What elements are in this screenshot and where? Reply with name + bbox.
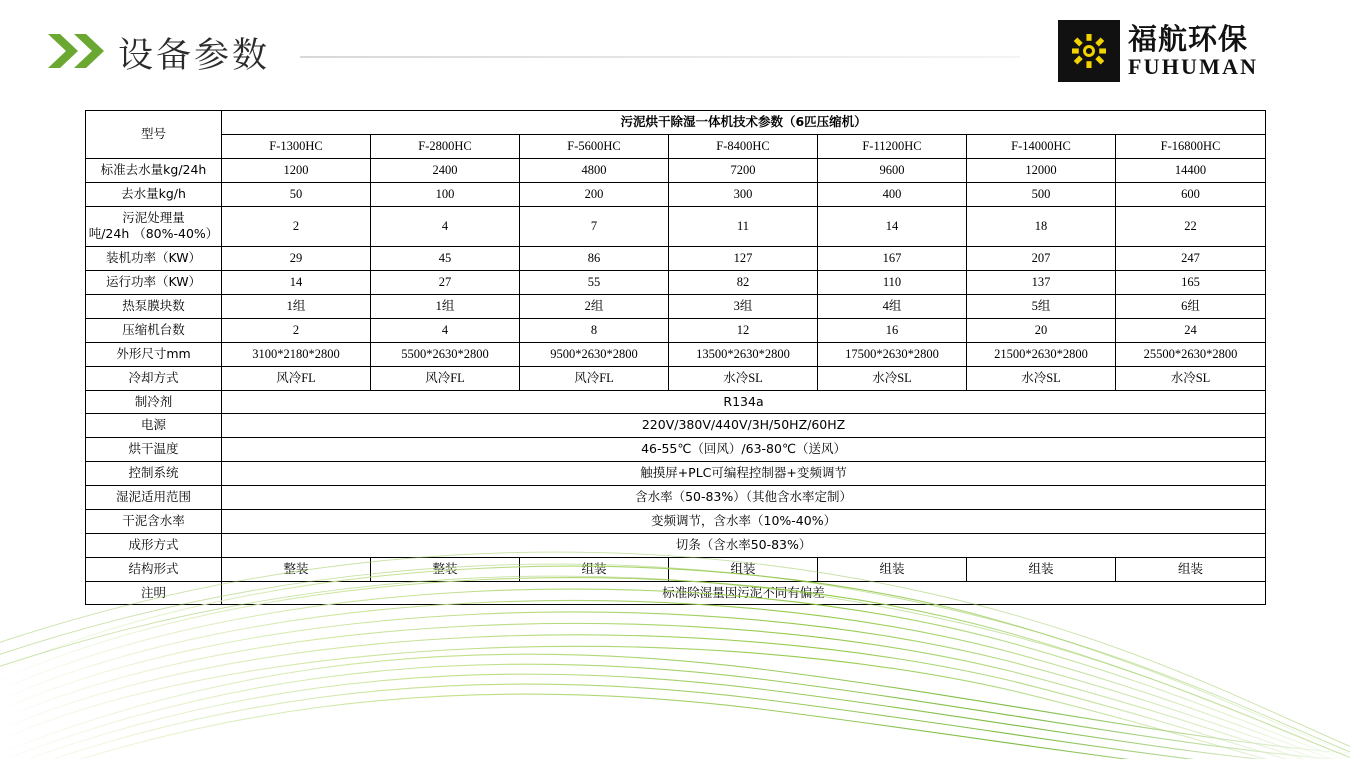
model-header-cell: F-8400HC	[669, 134, 818, 158]
row-value-cell: 4组	[818, 295, 967, 319]
row-value-cell: 11	[669, 206, 818, 247]
table-row	[86, 581, 1266, 605]
row-value-merged: 46-55℃（回风）/63-80℃（送风）	[222, 438, 1266, 462]
row-value-cell: 1组	[371, 295, 520, 319]
row-value-cell: 组装	[669, 557, 818, 581]
row-value-cell: 82	[669, 271, 818, 295]
row-label: 去水量kg/h	[86, 182, 222, 206]
row-value-merged: 切条（含水率50-83%）	[222, 533, 1266, 557]
table-row	[86, 271, 1266, 295]
row-label: 电源	[86, 414, 222, 438]
row-label: 外形尺寸mm	[86, 342, 222, 366]
row-value-cell: 137	[967, 271, 1116, 295]
spec-table	[85, 110, 1266, 605]
row-value-cell: 水冷SL	[1116, 366, 1266, 390]
row-value-cell: 8	[520, 318, 669, 342]
row-value-cell: 2组	[520, 295, 669, 319]
page-header	[0, 0, 1350, 100]
row-value-cell: 45	[371, 247, 520, 271]
row-value-cell: 14400	[1116, 158, 1266, 182]
row-value-merged: 含水率（50-83%）（其他含水率定制）	[222, 486, 1266, 510]
row-value-cell: 167	[818, 247, 967, 271]
model-header-cell: F-1300HC	[222, 134, 371, 158]
row-value-cell: 400	[818, 182, 967, 206]
row-label: 湿泥适用范围	[86, 486, 222, 510]
row-label: 运行功率（KW）	[86, 271, 222, 295]
row-label: 制冷剂	[86, 390, 222, 414]
row-value-cell: 3组	[669, 295, 818, 319]
table-row	[86, 295, 1266, 319]
model-header-cell: F-5600HC	[520, 134, 669, 158]
row-value-cell: 组装	[967, 557, 1116, 581]
table-row	[86, 557, 1266, 581]
row-value-cell: 水冷SL	[669, 366, 818, 390]
table-row	[86, 509, 1266, 533]
table-row	[86, 134, 1266, 158]
row-value-cell: 20	[967, 318, 1116, 342]
fuhuman-gear-logo-icon	[1058, 20, 1120, 82]
row-label: 控制系统	[86, 462, 222, 486]
table-row	[86, 111, 1266, 135]
row-value-cell: 整装	[222, 557, 371, 581]
row-value-cell: 21500*2630*2800	[967, 342, 1116, 366]
row-value-cell: 600	[1116, 182, 1266, 206]
table-row	[86, 182, 1266, 206]
row-value-cell: 风冷FL	[222, 366, 371, 390]
logo-text-en: FUHUMAN	[1128, 53, 1259, 79]
row-value-cell: 6组	[1116, 295, 1266, 319]
row-value-cell: 22	[1116, 206, 1266, 247]
row-label: 冷却方式	[86, 366, 222, 390]
row-value-cell: 组装	[520, 557, 669, 581]
page-title: 设备参数	[118, 36, 271, 76]
row-label: 标准去水量kg/24h	[86, 158, 222, 182]
company-logo	[1058, 18, 1268, 84]
table-row	[86, 366, 1266, 390]
row-value-cell: 100	[371, 182, 520, 206]
row-value-cell: 风冷FL	[520, 366, 669, 390]
table-row	[86, 462, 1266, 486]
row-label: 注明	[86, 581, 222, 605]
row-value-cell: 4800	[520, 158, 669, 182]
spec-table-container	[85, 110, 1265, 605]
row-value-cell: 27	[371, 271, 520, 295]
table-row	[86, 390, 1266, 414]
row-value-cell: 水冷SL	[967, 366, 1116, 390]
row-label: 热泵膜块数	[86, 295, 222, 319]
row-value-merged: 220V/380V/440V/3H/50HZ/60HZ	[222, 414, 1266, 438]
logo-text-cn: 福航环保	[1128, 22, 1249, 57]
row-value-cell: 7200	[669, 158, 818, 182]
row-value-cell: 水冷SL	[818, 366, 967, 390]
row-value-cell: 1200	[222, 158, 371, 182]
row-value-cell: 16	[818, 318, 967, 342]
table-row	[86, 158, 1266, 182]
table-row	[86, 533, 1266, 557]
row-value-cell: 2	[222, 318, 371, 342]
row-value-cell: 247	[1116, 247, 1266, 271]
row-label: 装机功率（KW）	[86, 247, 222, 271]
row-value-cell: 55	[520, 271, 669, 295]
row-value-cell: 2400	[371, 158, 520, 182]
row-value-cell: 200	[520, 182, 669, 206]
row-value-cell: 13500*2630*2800	[669, 342, 818, 366]
row-value-cell: 207	[967, 247, 1116, 271]
row-value-merged: 触摸屏+PLC可编程控制器+变频调节	[222, 462, 1266, 486]
row-value-cell: 组装	[818, 557, 967, 581]
row-value-cell: 9500*2630*2800	[520, 342, 669, 366]
row-value-cell: 3100*2180*2800	[222, 342, 371, 366]
row-value-cell: 5500*2630*2800	[371, 342, 520, 366]
table-row	[86, 486, 1266, 510]
row-value-cell: 整装	[371, 557, 520, 581]
row-value-cell: 9600	[818, 158, 967, 182]
table-row	[86, 206, 1266, 247]
row-label-header: 型号	[86, 111, 222, 159]
row-value-cell: 14	[818, 206, 967, 247]
row-value-cell: 2	[222, 206, 371, 247]
row-value-cell: 17500*2630*2800	[818, 342, 967, 366]
row-value-cell: 110	[818, 271, 967, 295]
table-row	[86, 414, 1266, 438]
row-value-cell: 5组	[967, 295, 1116, 319]
model-header-cell: F-16800HC	[1116, 134, 1266, 158]
row-label: 干泥含水率	[86, 509, 222, 533]
model-header-cell: F-11200HC	[818, 134, 967, 158]
row-value-cell: 25500*2630*2800	[1116, 342, 1266, 366]
row-value-cell: 14	[222, 271, 371, 295]
row-value-merged: R134a	[222, 390, 1266, 414]
chevrons-icon	[48, 34, 110, 68]
model-header-cell: F-14000HC	[967, 134, 1116, 158]
row-label: 烘干温度	[86, 438, 222, 462]
table-row	[86, 438, 1266, 462]
row-value-cell: 29	[222, 247, 371, 271]
row-label: 污泥处理量 吨/24h （80%-40%）	[86, 206, 222, 247]
title-divider	[300, 56, 1020, 58]
row-value-cell: 300	[669, 182, 818, 206]
row-value-cell: 50	[222, 182, 371, 206]
row-value-cell: 1组	[222, 295, 371, 319]
row-label: 压缩机台数	[86, 318, 222, 342]
row-label: 结构形式	[86, 557, 222, 581]
row-value-cell: 165	[1116, 271, 1266, 295]
table-row	[86, 318, 1266, 342]
row-value-cell: 风冷FL	[371, 366, 520, 390]
row-value-merged: 变频调节，含水率（10%-40%）	[222, 509, 1266, 533]
row-value-cell: 86	[520, 247, 669, 271]
table-row	[86, 247, 1266, 271]
table-main-title: 污泥烘干除湿一体机技术参数（6匹压缩机）	[222, 111, 1266, 135]
row-value-cell: 4	[371, 318, 520, 342]
row-value-cell: 18	[967, 206, 1116, 247]
table-row	[86, 342, 1266, 366]
row-label: 成形方式	[86, 533, 222, 557]
row-value-cell: 24	[1116, 318, 1266, 342]
row-value-cell: 组装	[1116, 557, 1266, 581]
model-header-cell: F-2800HC	[371, 134, 520, 158]
row-value-cell: 127	[669, 247, 818, 271]
row-value-cell: 12000	[967, 158, 1116, 182]
row-value-cell: 500	[967, 182, 1116, 206]
row-value-merged: 标准除湿量因污泥不同有偏差	[222, 581, 1266, 605]
row-value-cell: 4	[371, 206, 520, 247]
row-value-cell: 12	[669, 318, 818, 342]
row-value-cell: 7	[520, 206, 669, 247]
